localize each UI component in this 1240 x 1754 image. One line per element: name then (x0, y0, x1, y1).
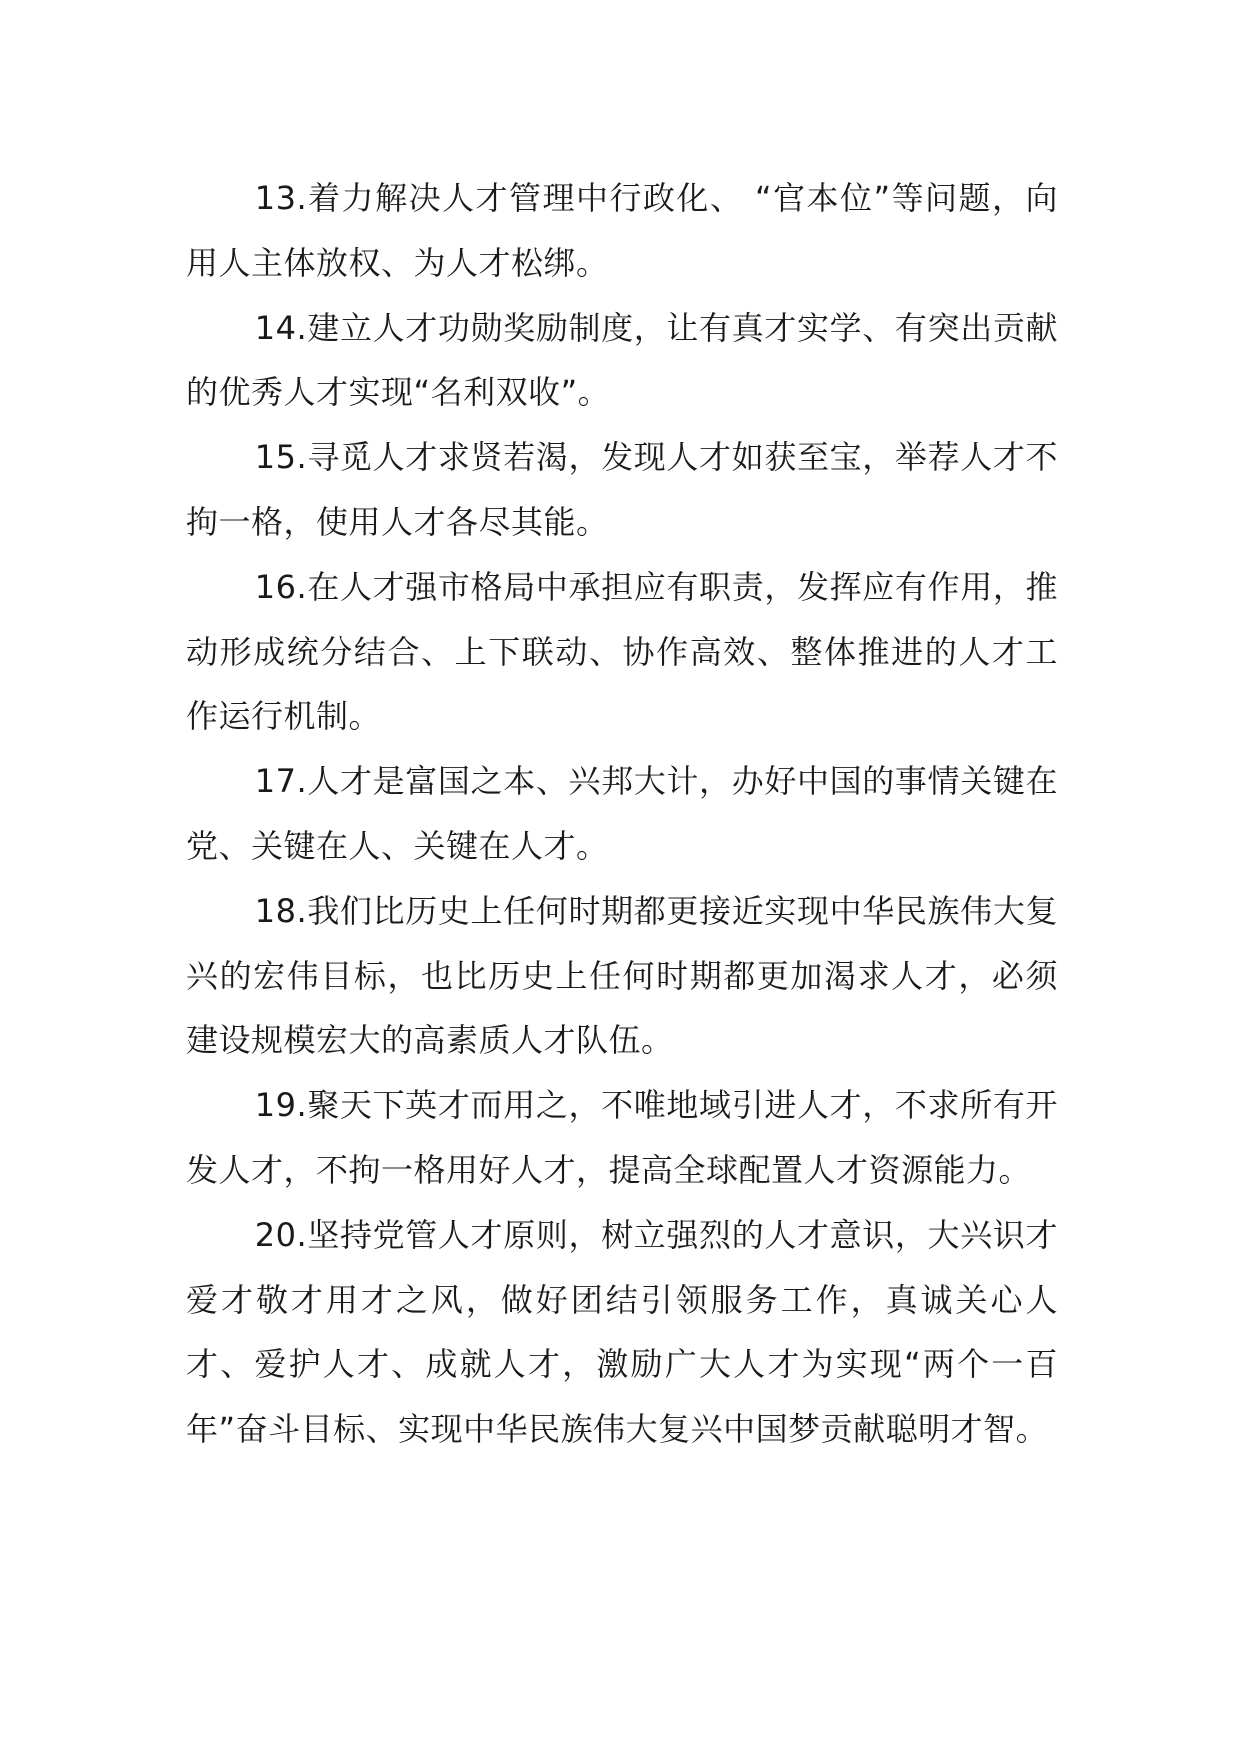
paragraph-20: 20.坚持党管人才原则，树立强烈的人才意识，大兴识才爱才敬才用才之风，做好团结引领服务工作，真诚关心人才、爱护人才、成就人才，激励广大人才为实现“两个一百年”奋斗目标、实现中华民族伟大复兴中国梦贡献聪明才智。 (186, 1215, 1058, 1449)
paragraph-14: 14.建立人才功勋奖励制度，让有真才实学、有突出贡献的优秀人才实现“名利双收”。 (186, 308, 1058, 412)
paragraph-13: 13.着力解决人才管理中行政化、 “官本位”等问题，向用人主体放权、为人才松绑。 (186, 179, 1058, 282)
document-body (186, 166, 1058, 1462)
paragraph-15: 15.寻觅人才求贤若渴，发现人才如获至宝，举荐人才不拘一格，使用人才各尽其能。 (186, 438, 1058, 541)
paragraph-19: 19.聚天下英才而用之，不唯地域引进人才，不求所有开发人才，不拘一格用好人才，提高全球配置人才资源能力。 (186, 1086, 1058, 1189)
paragraph-16: 16.在人才强市格局中承担应有职责，发挥应有作用，推动形成统分结合、上下联动、协作高效、整体推进的人才工作运行机制。 (186, 567, 1058, 736)
paragraph-17: 17.人才是富国之本、兴邦大计，办好中国的事情关键在党、关键在人、关键在人才。 (186, 762, 1058, 865)
paragraph-18: 18.我们比历史上任何时期都更接近实现中华民族伟大复兴的宏伟目标，也比历史上任何时期都更加渴求人才，必须建设规模宏大的高素质人才队伍。 (186, 891, 1058, 1060)
